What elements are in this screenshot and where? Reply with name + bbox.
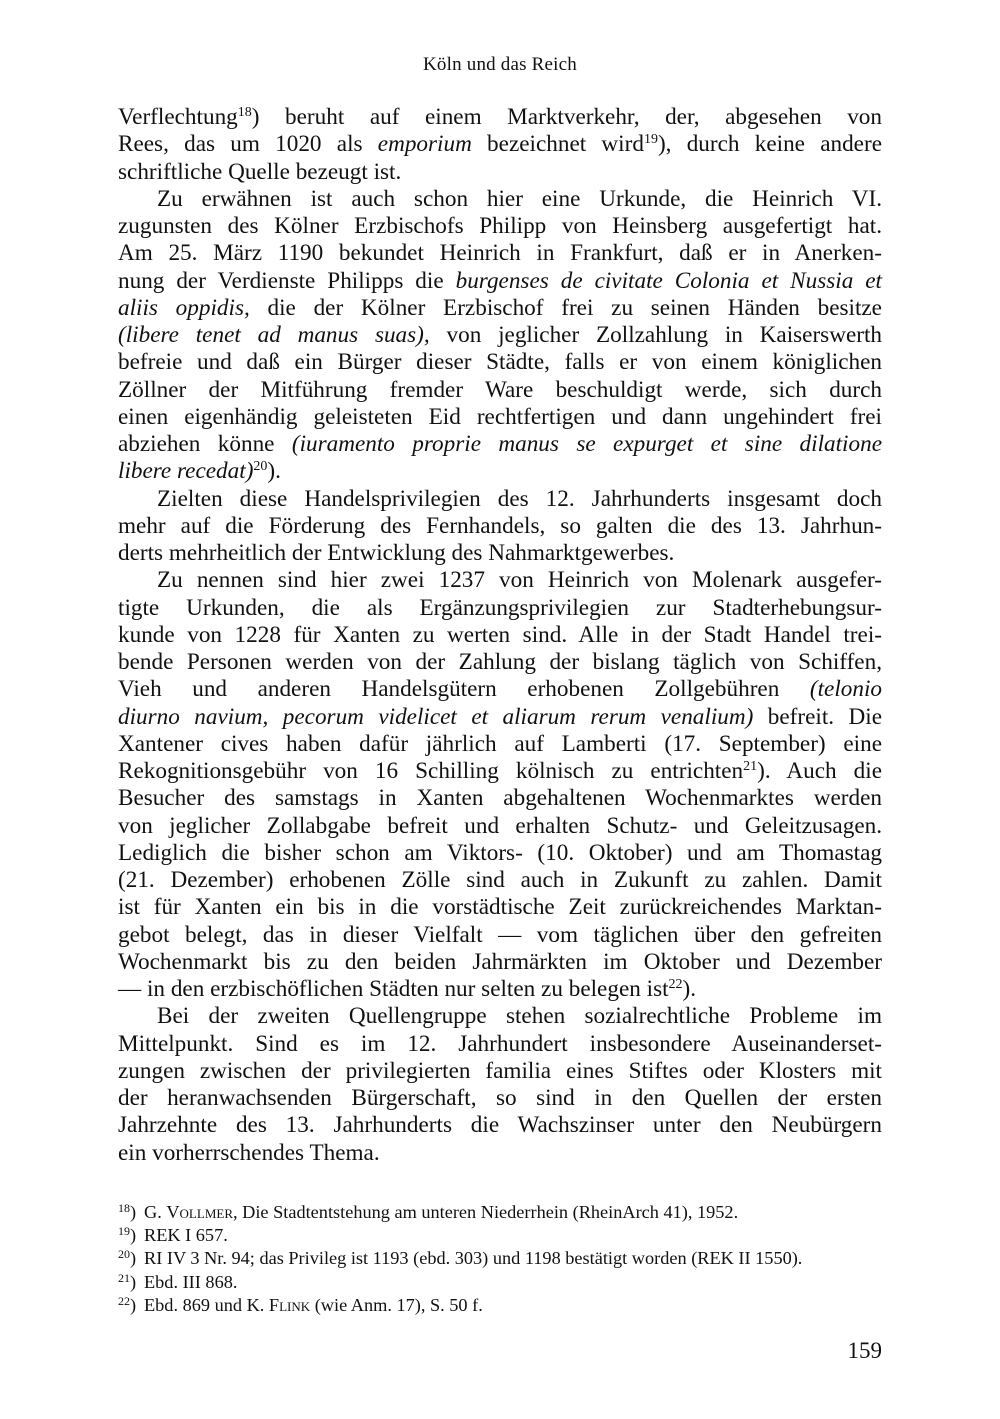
footnote-number: $^{21}$) [118, 1270, 137, 1292]
text-line: (libere tenet ad manus suas), von jeglicher Zollzahlung in Kaiserswerth [118, 322, 883, 348]
footnote-text: G. Vollmer, Die Stadtentstehung am unteren Niederrhein (RheinArch 41), 1952. [144, 1202, 739, 1222]
footnote-22 [118, 1294, 882, 1317]
text-line: befreie und daß ein Bürger dieser Städte, falls er von einem königlichen [118, 349, 882, 376]
footnote-number: $^{22}$) [118, 1293, 137, 1315]
text-line: diurno navium, pecorum videlicet et aliarum rerum venalium) befreit. Die [118, 703, 883, 730]
text-line: Rees, das um 1020 als emporium bezeichnet wird$^{19}$), durch keine andere [118, 131, 882, 158]
text-line: einen eigenhändig geleisteten Eid rechtfertigen und dann ungehindert frei [118, 403, 882, 430]
text-line: zungen zwischen der privilegierten familia eines Stiftes oder Klosters mit [118, 1057, 882, 1084]
main-text [118, 104, 882, 1167]
running-header: Köln und das Reich [423, 54, 577, 75]
text-line: gebot belegt, das in dieser Vielfalt — vom täglichen über den gefreiten [118, 921, 882, 948]
text-line: mehr auf die Förderung des Fernhandels, so galten die des 13. Jahrhun- [118, 512, 882, 539]
footnote-text: Ebd. 869 und K. Flink (wie Anm. 17), S. 50 f. [144, 1294, 483, 1315]
footnote-ref[interactable]: 19 [643, 132, 658, 148]
text-line: Zöllner der Mitführung fremder Ware beschuldigt werde, sich durch [118, 376, 882, 403]
author-name: Flink [268, 1294, 311, 1315]
text-line: — in den erzbischöflichen Städten nur selten zu belegen ist$^{22}$). [118, 976, 697, 1002]
text-line: Vieh und anderen Handelsgütern erhobenen Zollgebühren (telonio [118, 676, 882, 703]
paragraph-start: Zu erwähnen ist auch schon hier eine Urkunde, die Heinrich VI. [157, 185, 882, 212]
text-line: libere recedat)$^{20}$). [118, 458, 281, 485]
text-line: kunde von 1228 für Xanten zu werten sind. Alle in der Stadt Handel trei- [118, 621, 882, 648]
text-line: tigte Urkunden, die als Ergänzungsprivilegien zur Stadterhebungsur- [118, 594, 882, 621]
text-line: ist für Xanten ein bis in die vorstädtische Zeit zurückreichendes Marktan- [118, 894, 882, 921]
paragraph-start: Zielten diese Handelsprivilegien des 12. Jahrhunderts insgesamt doch [157, 485, 882, 512]
text-line: Rekognitionsgebühr von 16 Schilling kölnisch zu entrichten$^{21}$). Auch die [118, 758, 882, 784]
footnote-text: REK I 657. [144, 1225, 228, 1246]
footnotes [118, 1201, 882, 1317]
footnote-number: $^{20}$) [118, 1247, 137, 1269]
footnote-number: $^{18}$) [118, 1201, 137, 1222]
text-line: schriftliche Quelle bezeugt ist. [118, 158, 402, 185]
text-line: Jahrzehnte des 13. Jahrhunderts die Wachszinser unter den Neubürgern [118, 1112, 882, 1139]
footnote-ref[interactable]: 21 [743, 759, 758, 774]
footnote-18 [118, 1201, 882, 1224]
footnote-text: Ebd. III 868. [144, 1271, 238, 1292]
footnote-20 [118, 1247, 882, 1270]
footnote-ref[interactable]: 22 [668, 977, 683, 992]
text-line: der heranwachsenden Bürgerschaft, so sind in den Quellen der ersten [118, 1085, 882, 1111]
footnote-ref[interactable]: 20 [253, 459, 268, 475]
footnote-number: $^{19}$) [118, 1224, 137, 1246]
text-line: Verflechtung$^{18}$) beruht auf einem Marktverkehr, der, abgesehen von [118, 104, 882, 130]
text-line: nung der Verdienste Philipps die burgenses de civitate Colonia et Nussia et [118, 267, 882, 294]
text-line: Xantener cives haben dafür jährlich auf Lamberti (17. September) eine [118, 730, 882, 757]
text-line: Mittelpunkt. Sind es im 12. Jahrhundert insbesondere Auseinanderset- [118, 1030, 882, 1057]
text-line: von jeglicher Zollabgabe befreit und erhalten Schutz- und Geleitzusagen. [118, 812, 882, 839]
text-line: Am 25. März 1190 bekundet Heinrich in Frankfurt, daß er in Anerken- [118, 240, 882, 267]
footnote-19 [118, 1224, 882, 1247]
page-number: 159 [847, 1338, 882, 1363]
text-line: abziehen könne (iuramento proprie manus se expurget et sine dilatione [118, 431, 882, 457]
paragraph-start: Bei der zweiten Quellengruppe stehen sozialrechtliche Probleme im [157, 1003, 882, 1030]
text-line: bende Personen werden von der Zahlung der bislang täglich von Schiffen, [118, 649, 882, 675]
text-line: Wochenmarkt bis zu den beiden Jahrmärkten im Oktober und Dezember [118, 948, 882, 975]
footnote-text: RI IV 3 Nr. 94; das Privileg ist 1193 (ebd. 303) und 1198 bestätigt worden (REK II 1550). [144, 1248, 803, 1269]
footnote-21 [118, 1271, 882, 1294]
text-line: Besucher des samstags in Xanten abgehaltenen Wochenmarktes werden [118, 785, 882, 812]
text-line: (21. Dezember) erhobenen Zölle sind auch in Zukunft zu zahlen. Damit [118, 867, 882, 893]
text-line: Lediglich die bisher schon am Viktors- (10. Oktober) und am Thomastag [118, 839, 882, 866]
footnote-ref[interactable]: 18 [237, 105, 252, 120]
text-line: aliis oppidis, die der Kölner Erzbischof frei zu seinen Händen besitze [118, 294, 882, 321]
text-line: derts mehrheitlich der Entwicklung des Nahmarktgewerbes. [118, 540, 675, 566]
text-line: ein vorherrschendes Thema. [118, 1139, 380, 1166]
text-line: zugunsten des Kölner Erzbischofs Philipp von Heinsberg ausgefertigt hat. [118, 213, 882, 239]
author-name: Vollmer [166, 1202, 233, 1222]
paragraph-start: Zu nennen sind hier zwei 1237 von Heinrich von Molenark ausgefer- [157, 567, 882, 594]
